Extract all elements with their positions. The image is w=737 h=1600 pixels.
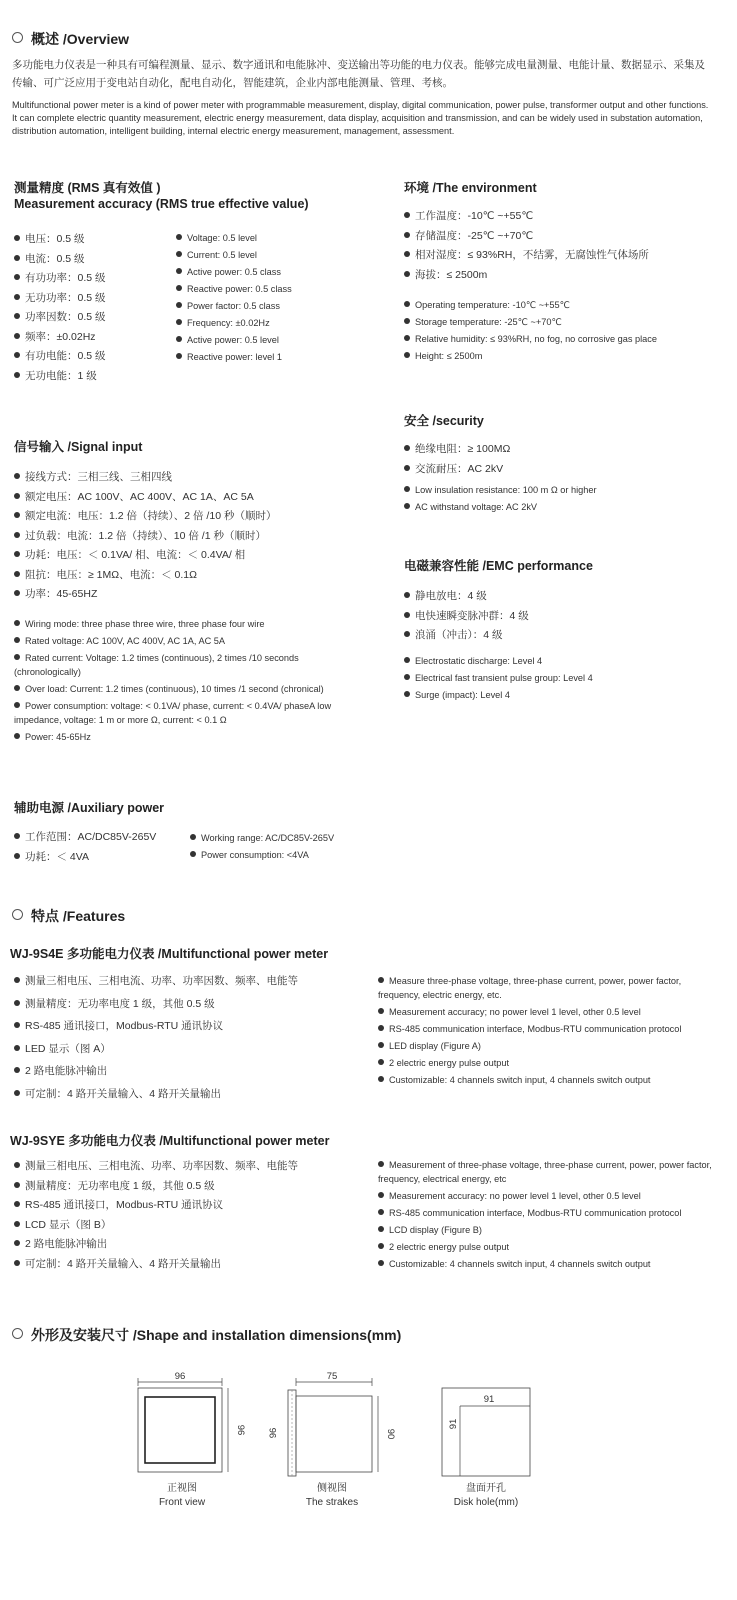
bullet-icon (378, 1260, 384, 1266)
aux-title: 辅助电源 /Auxiliary power (14, 801, 165, 815)
list-item-text: Power consumption: <4VA (201, 850, 309, 860)
list-item (14, 1157, 298, 1177)
list-item (404, 297, 657, 314)
bullet-icon (404, 301, 410, 307)
side-height-label: 90 (385, 1428, 396, 1440)
security-list-en (404, 482, 597, 516)
list-item (378, 1158, 712, 1186)
circle-icon (12, 909, 23, 920)
list-item (404, 626, 529, 646)
list-item (14, 699, 356, 727)
list-item (14, 970, 298, 993)
emc-title: 电磁兼容性能 /EMC performance (404, 559, 593, 573)
list-item-text: Rated voltage: AC 100V, AC 400V, AC 1A, AC 5A (25, 636, 226, 646)
hole-width-label: 91 (483, 1394, 495, 1405)
bullet-icon (404, 503, 410, 509)
bullet-icon (14, 255, 20, 261)
list-item-text: 可定制：4 路开关量输入、4 路开关量输出 (25, 1257, 222, 1270)
emc-list-zh (404, 587, 529, 646)
list-item (14, 308, 106, 328)
accuracy-title-en: Measurement accuracy (RMS true effective value) (14, 197, 309, 211)
list-item (378, 1223, 712, 1237)
list-item (404, 587, 529, 607)
list-item (14, 828, 156, 848)
bullet-icon (378, 1076, 384, 1082)
bullet-icon (404, 612, 410, 618)
bullet-icon (176, 336, 182, 342)
list-item-text: 电流：0.5 级 (25, 252, 85, 265)
list-item (404, 482, 597, 499)
list-item-text: 2 electric energy pulse output (389, 1242, 510, 1252)
list-item-text: Current: 0.5 level (187, 250, 257, 260)
list-item-text: 阻抗：电压：≥ 1MΩ、电流：＜ 0.1Ω (25, 568, 197, 581)
list-item (378, 1257, 712, 1271)
list-item-text: Measurement accuracy: no power level 1 level, other 0.5 level (389, 1191, 641, 1201)
bullet-icon (176, 285, 182, 291)
bullet-icon (404, 251, 410, 257)
list-item-text: Power: 45-65Hz (25, 732, 91, 742)
list-item (176, 349, 292, 366)
list-item-text: 绝缘电阻：≥ 100MΩ (415, 443, 511, 455)
list-item (14, 617, 356, 631)
bullet-icon (176, 268, 182, 274)
list-item (14, 250, 106, 270)
bullet-icon (14, 551, 20, 557)
list-item-text: Height: ≤ 2500m (415, 351, 483, 361)
bullet-icon (378, 1209, 384, 1215)
list-item-text: 2 electric energy pulse output (389, 1058, 510, 1068)
list-item (404, 331, 657, 348)
list-item (404, 687, 593, 704)
list-item-text: 浪涌（冲击）：4 级 (415, 629, 503, 641)
bullet-icon (14, 1162, 20, 1168)
bullet-icon (378, 1059, 384, 1065)
list-item-text: 测量三相电压、三相电流、功率、功率因数、频率、电能等 (25, 975, 298, 987)
list-item-text: 可定制：4 路开关量输入、4 路开关量输出 (25, 1087, 222, 1100)
bullet-icon (378, 977, 384, 983)
bullet-icon (176, 319, 182, 325)
list-item (176, 298, 292, 315)
security-list-zh (404, 440, 510, 479)
list-item (14, 848, 156, 868)
list-item-text: Reactive power: 0.5 class (187, 284, 292, 294)
side-caption-en: The strakes (305, 1497, 359, 1508)
list-item-text: 测量精度：无功率电度 1 级，其他 0.5 级 (25, 1179, 215, 1192)
bullet-icon (14, 372, 20, 378)
list-item-text: Rated current: Voltage: 1.2 times (continuous), 2 times /10 seconds (chronologically) (14, 653, 299, 677)
list-item (14, 682, 356, 696)
bullet-icon (14, 352, 20, 358)
bullet-icon (14, 532, 20, 538)
list-item-text: Relative humidity: ≤ 93%RH, no fog, no corrosive gas place (415, 334, 657, 344)
signal-list-en (14, 617, 356, 747)
list-item (14, 1235, 298, 1255)
list-item (14, 1177, 298, 1197)
list-item (176, 247, 292, 264)
list-item-text: Working range: AC/DC85V-265V (201, 833, 335, 843)
bullet-icon (14, 1240, 20, 1246)
product-2-list-en (378, 1158, 712, 1274)
bullet-icon (378, 1042, 384, 1048)
bullet-icon (14, 473, 20, 479)
bullet-icon (14, 685, 20, 691)
side-caption-zh: 侧视图 (317, 1483, 347, 1494)
aux-list-zh (14, 828, 156, 867)
front-caption-en: Front view (158, 1497, 206, 1508)
list-item-text: 工作温度：-10℃ ~+55℃ (415, 210, 534, 222)
list-item (14, 488, 276, 508)
bullet-icon (176, 234, 182, 240)
list-item-text: LCD display (Figure B) (389, 1225, 482, 1235)
list-item-text: 过负载：电流：1.2 倍（持续）、10 倍 /1 秒（顺时） (25, 529, 266, 542)
list-item-text: 静电放电：4 级 (415, 590, 487, 602)
bullet-icon (14, 1067, 20, 1073)
list-item (404, 440, 510, 460)
bullet-icon (176, 302, 182, 308)
bullet-icon (14, 1260, 20, 1266)
circle-icon (12, 32, 23, 43)
list-item (404, 348, 657, 365)
list-item-text: Measurement of three-phase voltage, three-phase current, power, power factor, frequency, electrical energy, etc (378, 1160, 712, 1184)
list-item (14, 993, 298, 1016)
signal-title: 信号输入 /Signal input (14, 440, 143, 454)
bullet-icon (404, 465, 410, 471)
list-item-text: Power consumption: voltage: < 0.1VA/ phase, current: < 0.4VA/ phaseA low impedance, voltage: 1 m or more Ω, current: < 0.1 Ω (14, 701, 332, 725)
list-item-text: Frequency: ±0.02Hz (187, 318, 270, 328)
bullet-icon (404, 486, 410, 492)
bullet-icon (14, 1090, 20, 1096)
environment-title: 环境 /The environment (404, 181, 537, 195)
list-item (176, 315, 292, 332)
bullet-icon (190, 851, 196, 857)
bullet-icon (404, 352, 410, 358)
overview-text-en: Multifunctional power meter is a kind of power meter with programmable measurement, display, digital communication, power pulse, transformer output and other functions. It can complete electric quantity measurement, electric energy measurement, data display, acquisition and transmission, and can be widely used in substation automation, distribution automation, intelligent building, internal electric energy measurement, management, assessment. (12, 100, 709, 136)
list-item-text: 频率：±0.02Hz (25, 330, 96, 343)
list-item-text: Operating temperature: -10℃ ~+55℃ (415, 300, 570, 310)
overview-text-zh: 多功能电力仪表是一种具有可编程测量、显示、数字通讯和电能脉冲、变送输出等功能的电力仪表。能够完成电量测量、电能计量、数据显示、采集及传输、可广泛应用于变电站自动化，配电自动化，智能建筑，企业内部电能测量、管理、考核。 (12, 59, 705, 89)
product-1-title: WJ-9S4E 多功能电力仪表 /Multifunctional power meter (10, 947, 329, 961)
bullet-icon (14, 235, 20, 241)
front-width-label: 96 (174, 1371, 186, 1382)
aux-list-en (190, 830, 334, 864)
bullet-icon (378, 1243, 384, 1249)
product-1-list-en (378, 974, 712, 1090)
bullet-icon (14, 654, 20, 660)
list-item-text: Power factor: 0.5 class (187, 301, 280, 311)
list-item-text: RS-485 通讯接口，Modbus-RTU 通讯协议 (25, 1020, 224, 1032)
list-item (14, 289, 106, 309)
list-item-text: 测量精度：无功率电度 1 级，其他 0.5 级 (25, 997, 215, 1010)
list-item (14, 1216, 298, 1236)
list-item-text: 功率因数：0.5 级 (25, 311, 106, 323)
list-item-text: 有功功率：0.5 级 (25, 272, 106, 284)
product-2-list-zh (14, 1157, 298, 1274)
bullet-icon (404, 631, 410, 637)
list-item-text: RS-485 通讯接口，Modbus-RTU 通讯协议 (25, 1199, 224, 1211)
list-item-text: Customizable: 4 channels switch input, 4 channels switch output (389, 1075, 651, 1085)
list-item-text: LCD 显示（图 B） (25, 1218, 112, 1231)
list-item (14, 546, 276, 566)
bullet-icon (14, 1201, 20, 1207)
list-item (14, 527, 276, 547)
list-item-text: 功率：45-65HZ (25, 588, 98, 600)
front-view-drawing (128, 1368, 248, 1478)
list-item (14, 367, 106, 387)
list-item (404, 314, 657, 331)
list-item-text: Voltage: 0.5 level (187, 233, 257, 243)
bullet-icon (404, 674, 410, 680)
bullet-icon (14, 294, 20, 300)
list-item (378, 1039, 712, 1053)
list-item-text: 相对湿度：≤ 93%RH，不结雾，无腐蚀性气体场所 (415, 249, 649, 261)
side-depth-label: 75 (326, 1371, 338, 1382)
bullet-icon (14, 977, 20, 983)
list-item (14, 730, 356, 744)
list-item-text: RS-485 communication interface, Modbus-RTU communication protocol (389, 1208, 682, 1218)
list-item (176, 281, 292, 298)
list-item-text: Measurement accuracy; no power level 1 level, other 0.5 level (389, 1007, 641, 1017)
list-item-text: Electrical fast transient pulse group: Level 4 (415, 673, 593, 683)
bullet-icon (14, 620, 20, 626)
bullet-icon (404, 232, 410, 238)
list-item-text: 额定电压：AC 100V、AC 400V、AC 1A、AC 5A (25, 490, 254, 503)
list-item-text: 无功电能：1 级 (25, 369, 97, 382)
list-item-text: RS-485 communication interface, Modbus-RTU communication protocol (389, 1024, 682, 1034)
bullet-icon (14, 1221, 20, 1227)
list-item-text: 2 路电能脉冲输出 (25, 1238, 108, 1250)
bullet-icon (14, 590, 20, 596)
list-item (378, 974, 712, 1002)
accuracy-list-en (176, 230, 292, 366)
side-outer-height-label: 96 (268, 1427, 279, 1439)
list-item-text: 海拔：≤ 2500m (415, 268, 488, 281)
list-item (14, 328, 106, 348)
accuracy-list-zh (14, 230, 106, 386)
bullet-icon (14, 493, 20, 499)
bullet-icon (404, 445, 410, 451)
bullet-icon (378, 1025, 384, 1031)
list-item-text: LED display (Figure A) (389, 1041, 481, 1051)
list-item (378, 1073, 712, 1087)
bullet-icon (14, 1182, 20, 1188)
list-item (378, 1189, 712, 1203)
bullet-icon (404, 691, 410, 697)
list-item (378, 1240, 712, 1254)
bullet-icon (404, 318, 410, 324)
bullet-icon (14, 512, 20, 518)
bullet-icon (14, 571, 20, 577)
list-item-text: Surge (impact): Level 4 (415, 690, 510, 700)
bullet-icon (378, 1161, 384, 1167)
list-item (404, 499, 597, 516)
list-item (404, 227, 649, 247)
bullet-icon (378, 1192, 384, 1198)
circle-icon (12, 1328, 23, 1339)
list-item (14, 347, 106, 367)
list-item (404, 246, 649, 266)
list-item (176, 332, 292, 349)
list-item (14, 566, 276, 586)
list-item (14, 1083, 298, 1106)
bullet-icon (14, 637, 20, 643)
disk-hole-caption (444, 1482, 528, 1510)
hole-height-label: 91 (448, 1418, 459, 1430)
list-item-text: Measure three-phase voltage, three-phase current, power, power factor, frequency, electric energy, etc. (378, 976, 682, 1000)
list-item-text: LED 显示（图 A） (25, 1042, 111, 1055)
front-view-caption (140, 1482, 224, 1510)
list-item-text: Low insulation resistance: 100 m Ω or higher (415, 485, 597, 495)
overview-title: 概述 /Overview (12, 29, 129, 49)
list-item-text: 交流耐压：AC 2kV (415, 462, 504, 475)
list-item (404, 460, 510, 480)
front-height-label: 96 (235, 1424, 246, 1436)
list-item-text: 无功功率：0.5 级 (25, 291, 106, 304)
list-item-text: 电压：0.5 级 (25, 233, 85, 245)
product-2-title: WJ-9SYE 多功能电力仪表 /Multifunctional power meter (10, 1134, 330, 1148)
hole-caption-en: Disk hole(mm) (453, 1497, 519, 1508)
list-item-text: Active power: 0.5 class (187, 267, 281, 277)
list-item (14, 1060, 298, 1083)
bullet-icon (14, 733, 20, 739)
bullet-icon (404, 657, 410, 663)
list-item (14, 651, 356, 679)
list-item-text: Storage temperature: -25℃ ~+70℃ (415, 317, 562, 327)
list-item (14, 507, 276, 527)
hole-caption-zh: 盘面开孔 (466, 1483, 506, 1494)
security-title: 安全 /security (404, 414, 484, 428)
bullet-icon (14, 1000, 20, 1006)
list-item (190, 830, 334, 847)
list-item-text: 有功电能：0.5 级 (25, 350, 106, 362)
list-item-text: 工作范围：AC/DC85V-265V (25, 831, 157, 843)
disk-hole-drawing (432, 1380, 542, 1480)
dimensions-title: 外形及安装尺寸 /Shape and installation dimensions(mm) (12, 1325, 401, 1345)
bullet-icon (378, 1226, 384, 1232)
list-item (190, 847, 334, 864)
bullet-icon (14, 1045, 20, 1051)
list-item-text: 测量三相电压、三相电流、功率、功率因数、频率、电能等 (25, 1160, 298, 1172)
list-item (14, 230, 106, 250)
list-item (14, 1196, 298, 1216)
bullet-icon (404, 212, 410, 218)
list-item (404, 207, 649, 227)
list-item (14, 468, 276, 488)
list-item (14, 1015, 298, 1038)
bullet-icon (176, 353, 182, 359)
list-item-text: 2 路电能脉冲输出 (25, 1065, 108, 1077)
list-item-text: 接线方式：三相三线、三相四线 (25, 471, 172, 483)
list-item (378, 1022, 712, 1036)
list-item (14, 1038, 298, 1061)
list-item (14, 1255, 298, 1275)
bullet-icon (14, 853, 20, 859)
bullet-icon (14, 313, 20, 319)
list-item-text: Electrostatic discharge: Level 4 (415, 656, 543, 666)
signal-list-zh (14, 468, 276, 605)
list-item-text: 功耗：＜ 4VA (25, 850, 89, 863)
list-item (378, 1005, 712, 1019)
bullet-icon (404, 271, 410, 277)
list-item (14, 585, 276, 605)
list-item (176, 264, 292, 281)
list-item-text: 电快速瞬变脉冲群：4 级 (415, 609, 529, 622)
side-view-caption (290, 1482, 374, 1510)
list-item-text: AC withstand voltage: AC 2kV (415, 502, 538, 512)
list-item-text: 存储温度：-25℃ ~+70℃ (415, 229, 534, 242)
accuracy-title-zh: 测量精度 (RMS 真有效值 ) (14, 181, 161, 195)
list-item-text: 功耗：电压：＜ 0.1VA/ 相、电流：＜ 0.4VA/ 相 (25, 549, 246, 561)
bullet-icon (14, 833, 20, 839)
list-item-text: Reactive power: level 1 (187, 352, 282, 362)
environment-list-zh (404, 207, 649, 285)
bullet-icon (190, 834, 196, 840)
bullet-icon (378, 1008, 384, 1014)
list-item (404, 607, 529, 627)
list-item-text: Active power: 0.5 level (187, 335, 279, 345)
list-item-text: Over load: Current: 1.2 times (continuous), 10 times /1 second (chronical) (25, 684, 324, 694)
features-title: 特点 /Features (12, 906, 125, 926)
list-item (14, 634, 356, 648)
bullet-icon (14, 1022, 20, 1028)
bullet-icon (404, 335, 410, 341)
bullet-icon (404, 592, 410, 598)
bullet-icon (14, 333, 20, 339)
list-item (404, 266, 649, 286)
list-item-text: Customizable: 4 channels switch input, 4 channels switch output (389, 1259, 651, 1269)
list-item (404, 670, 593, 687)
front-caption-zh: 正视图 (167, 1483, 197, 1494)
list-item-text: Wiring mode: three phase three wire, three phase four wire (25, 619, 265, 629)
emc-list-en (404, 653, 593, 704)
list-item (176, 230, 292, 247)
bullet-icon (14, 274, 20, 280)
list-item (378, 1206, 712, 1220)
list-item (378, 1056, 712, 1070)
product-1-list-zh (14, 970, 298, 1105)
side-view-drawing (266, 1368, 396, 1480)
bullet-icon (176, 251, 182, 257)
environment-list-en (404, 297, 657, 365)
bullet-icon (14, 702, 20, 708)
list-item (404, 653, 593, 670)
list-item-text: 额定电流：电压：1.2 倍（持续）、2 倍 /10 秒（顺时） (25, 510, 277, 522)
list-item (14, 269, 106, 289)
